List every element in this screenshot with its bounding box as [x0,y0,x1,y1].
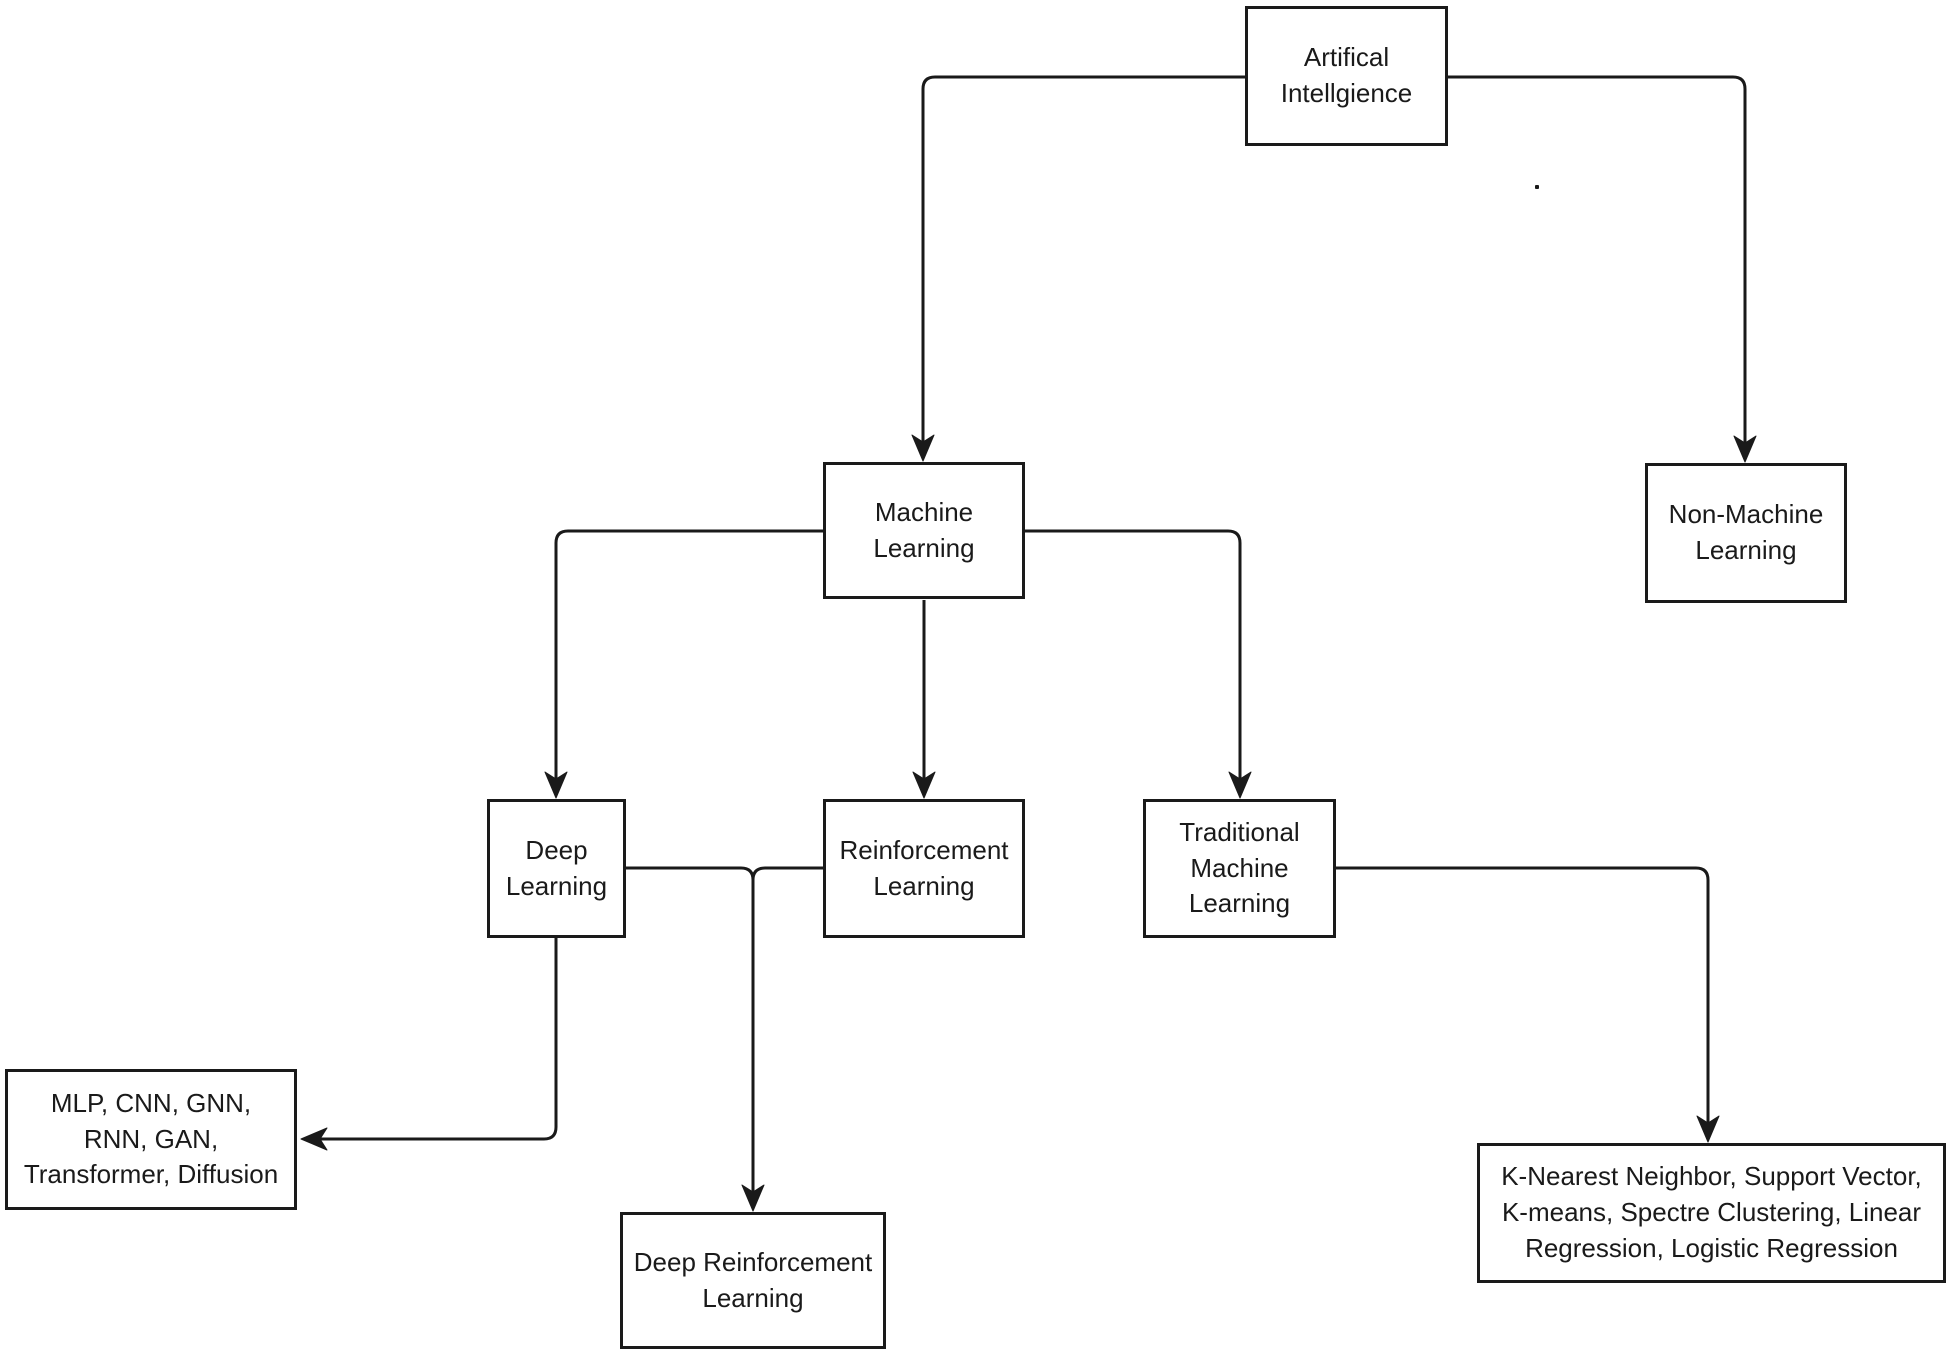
stray-dot-artifact [1535,185,1539,189]
edge-dl-to-drl [626,868,753,1194]
node-non-machine-learning [1645,463,1847,603]
node-label: Reinforcement Learning [839,834,1009,901]
node-label: Deep Reinforcement Learning [633,1246,873,1313]
node-label: K-Nearest Neighbor, Support Vector, K-means, Spectre Clustering, Linear Regression, Logistic Regression [1501,1161,1922,1263]
edge-tml-to-tmlmethods [1336,868,1708,1125]
edge-ml-to-dl [556,531,823,781]
node-deep-reinforcement-learning [620,1212,886,1349]
node-label: Traditional Machine Learning [1179,816,1300,919]
edge-ai-to-nonml [1448,77,1745,445]
node-artificial-intelligence [1245,6,1448,146]
node-reinforcement-learning [823,799,1025,938]
node-deep-learning [487,799,626,938]
edge-ml-to-tml [1025,531,1240,781]
node-machine-learning [823,462,1025,599]
node-deep-learning-methods [5,1069,297,1210]
edge-ai-to-ml [923,77,1245,444]
node-label: MLP, CNN, GNN, RNN, GAN, Transformer, Diffusion [23,1087,279,1190]
node-label: Deep Learning [505,834,608,901]
node-label: Artifical Intellgience [1280,42,1413,108]
edge-dl-to-dlmethods [318,938,556,1139]
edge-rl-to-drl [753,868,823,880]
node-label: Non-Machine Learning [1668,499,1824,565]
node-traditional-ml-methods [1477,1143,1946,1283]
node-label: Machine Learning [873,496,975,563]
node-traditional-machine-learning [1143,799,1336,938]
